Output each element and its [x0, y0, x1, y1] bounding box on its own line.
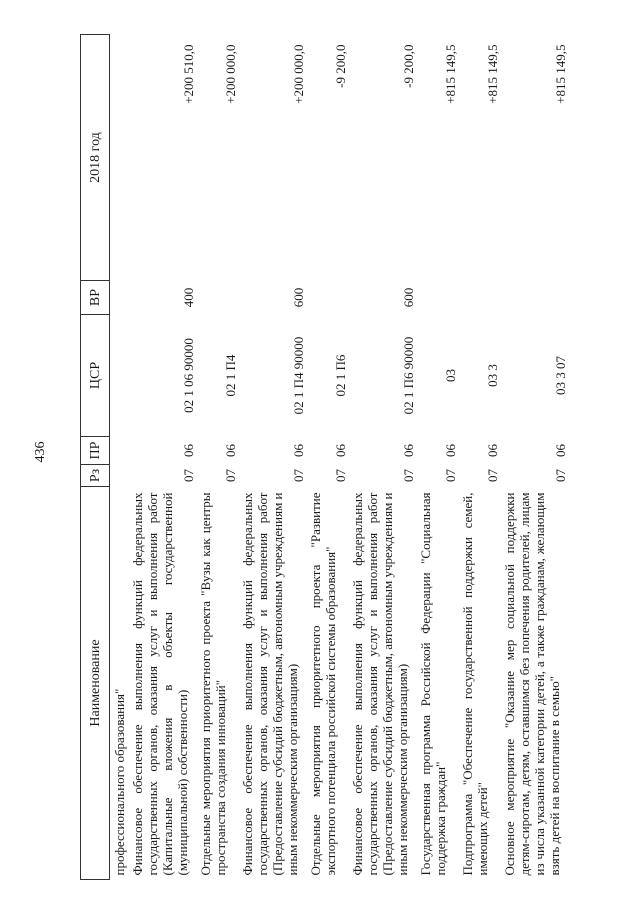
- row-vr: [196, 281, 238, 315]
- budget-table: [80, 34, 568, 880]
- table-row: [416, 35, 458, 880]
- row-name: Отдельные мероприятия приоритетного проекта "Вузы как центры пространства создания инноваций": [197, 492, 228, 876]
- row-pr: 06: [290, 444, 306, 457]
- row-pr: 06: [484, 444, 500, 457]
- table-row: [458, 35, 500, 880]
- row-rz: 07: [400, 469, 416, 482]
- header-pr: ПР: [81, 437, 110, 465]
- row-vr: 600: [290, 287, 306, 308]
- row-vr: [500, 281, 568, 315]
- header-rz: Рз: [81, 465, 110, 487]
- row-value: -9 200,0: [400, 44, 416, 88]
- row-name: Государственная программа Российской Федерации "Социальная поддержка граждан": [417, 492, 448, 876]
- row-rz: 07: [222, 469, 238, 482]
- row-name: профессионального образования": [112, 688, 127, 876]
- header-vr: ВР: [81, 281, 110, 315]
- row-value: -9 200,0: [332, 44, 348, 88]
- row-name: Финансовое обеспечение выполнения функций федеральных государственных органов, оказания услуг и выполнения работ (Предоставление субсидий бюджетным, автономным учреждениям и иным некоммерческим организациям): [239, 492, 300, 876]
- row-rz: 07: [332, 469, 348, 482]
- row-name: Основное мероприятие "Оказание мер социальной поддержки детям-сиротам, детям, оставшимся без попечения родителей, лицам из числа указанной категории детей, а также гражданам, желающим взять детей на воспитание в семью": [501, 492, 562, 876]
- row-csr: 03: [442, 369, 458, 382]
- table-row: [128, 35, 196, 880]
- row-pr: 06: [400, 444, 416, 457]
- row-pr: 06: [180, 444, 196, 457]
- rotated-table-page: [80, 35, 630, 880]
- header-name: Наименование: [81, 487, 110, 880]
- table-row: [110, 35, 128, 880]
- row-vr: [416, 281, 458, 315]
- table-row: [196, 35, 238, 880]
- row-csr: 03 3 07: [552, 356, 568, 395]
- row-value: +815 149,5: [552, 44, 568, 104]
- header-year: 2018 год: [81, 35, 110, 281]
- row-vr: 600: [400, 287, 416, 308]
- row-name: Финансовое обеспечение выполнения функций федеральных государственных органов, оказания услуг и выполнения работ (Предоставление субсидий бюджетным, автономным учреждениям и иным некоммерческим организациям): [349, 492, 410, 876]
- row-rz: 07: [552, 469, 568, 482]
- row-csr: 02 1 П4 90000: [290, 336, 306, 415]
- row-csr: 03 3: [484, 364, 500, 387]
- row-rz: 07: [180, 469, 196, 482]
- table-row: [348, 35, 416, 880]
- row-csr: 02 1 П6 90000: [400, 336, 416, 415]
- row-value: +815 149,5: [484, 44, 500, 104]
- row-pr: 06: [332, 444, 348, 457]
- row-name: Отдельные мероприятия приоритетного проекта "Развитие экспортного потенциала российской системы образования": [307, 492, 338, 876]
- header-csr: ЦСР: [81, 315, 110, 437]
- row-pr: 06: [222, 444, 238, 457]
- row-csr: 02 1 П4: [222, 354, 238, 397]
- table-row: [238, 35, 306, 880]
- table-row: [306, 35, 348, 880]
- row-pr: 06: [442, 444, 458, 457]
- row-vr: [306, 281, 348, 315]
- row-name: Подпрограмма "Обеспечение государственной поддержки семей, имеющих детей": [459, 492, 490, 876]
- row-rz: 07: [484, 469, 500, 482]
- row-name: Финансовое обеспечение выполнения функций федеральных государственных органов, оказания услуг и выполнения работ (Капитальные вложения в объекты государственной (муниципальной) собственности): [129, 492, 190, 876]
- row-rz: 07: [442, 469, 458, 482]
- row-rz: 07: [290, 469, 306, 482]
- row-value: +815 149,5: [442, 44, 458, 104]
- row-csr: 02 1 П6: [332, 354, 348, 397]
- row-value: +200 510,0: [180, 44, 196, 104]
- row-value: +200 000,0: [222, 44, 238, 104]
- row-vr: 400: [180, 287, 196, 308]
- table-row: [500, 35, 568, 880]
- row-pr: 06: [552, 444, 568, 457]
- row-csr: 02 1 06 90000: [180, 338, 196, 413]
- table-header: [81, 35, 110, 880]
- row-value: +200 000,0: [290, 44, 306, 104]
- row-vr: [458, 281, 500, 315]
- page-number: 436: [33, 441, 48, 463]
